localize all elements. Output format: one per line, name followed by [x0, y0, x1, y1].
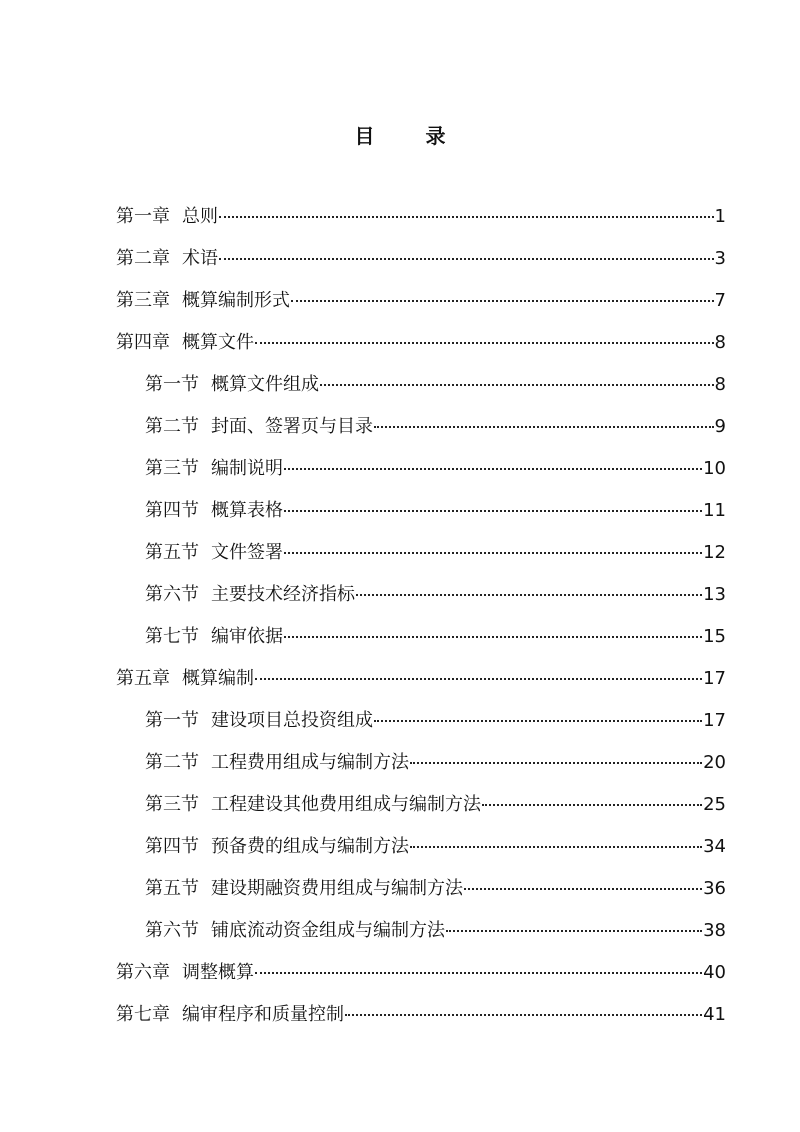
toc-dot-leader	[255, 678, 702, 680]
toc-entry-title: 概算文件	[182, 332, 254, 353]
toc-entry-title: 工程费用组成与编制方法	[211, 752, 409, 773]
toc-entry-page-number: 41	[703, 1004, 726, 1025]
toc-entry-page-number: 9	[714, 416, 726, 437]
toc-entry-number: 第一章	[116, 206, 170, 227]
toc-dot-leader	[291, 300, 714, 302]
toc-dot-leader	[374, 720, 702, 722]
toc-dot-leader	[356, 594, 702, 596]
toc-entry-page-number: 40	[703, 962, 726, 983]
toc-dot-leader	[255, 972, 702, 974]
toc-entry-number: 第一节	[145, 710, 199, 731]
toc-entry-title: 编审依据	[211, 626, 283, 647]
toc-entry-number: 第六节	[145, 920, 199, 941]
toc-entry-page-number: 15	[703, 626, 726, 647]
toc-section-entry[interactable]	[0, 742, 800, 784]
toc-entry-title: 主要技术经济指标	[211, 584, 355, 605]
toc-entry-number: 第二节	[145, 416, 199, 437]
toc-entry-page-number: 1	[714, 206, 726, 227]
toc-entry-page-number: 12	[703, 542, 726, 563]
toc-entry-page-number: 36	[703, 878, 726, 899]
toc-entry-page-number: 7	[714, 290, 726, 311]
toc-entry-title: 总则	[182, 206, 218, 227]
toc-dot-leader	[284, 468, 702, 470]
toc-entry-number: 第四节	[145, 500, 199, 521]
toc-entry-title: 概算编制	[182, 668, 254, 689]
toc-entry-title: 编制说明	[211, 458, 283, 479]
toc-section-entry[interactable]	[0, 826, 800, 868]
toc-chapter-entry[interactable]	[0, 658, 800, 700]
toc-entry-title: 概算表格	[211, 500, 283, 521]
toc-section-entry[interactable]	[0, 868, 800, 910]
toc-section-entry[interactable]	[0, 490, 800, 532]
toc-entry-title: 编审程序和质量控制	[182, 1004, 344, 1025]
toc-entry-title: 概算文件组成	[211, 374, 319, 395]
toc-entry-title: 建设期融资费用组成与编制方法	[211, 878, 463, 899]
toc-dot-leader	[320, 384, 714, 386]
toc-dot-leader	[284, 636, 702, 638]
toc-entry-page-number: 13	[703, 584, 726, 605]
toc-entry-title: 术语	[182, 248, 218, 269]
toc-entry-page-number: 17	[703, 710, 726, 731]
toc-section-entry[interactable]	[0, 448, 800, 490]
toc-section-entry[interactable]	[0, 406, 800, 448]
toc-entry-number: 第五节	[145, 542, 199, 563]
toc-entry-number: 第一节	[145, 374, 199, 395]
toc-entry-number: 第六章	[116, 962, 170, 983]
toc-dot-leader	[255, 342, 714, 344]
toc-dot-leader	[464, 888, 702, 890]
toc-entry-title: 调整概算	[182, 962, 254, 983]
toc-chapter-entry[interactable]	[0, 238, 800, 280]
toc-entry-title: 封面、签署页与目录	[211, 416, 373, 437]
toc-entry-number: 第三节	[145, 794, 199, 815]
toc-entry-number: 第六节	[145, 584, 199, 605]
toc-entry-number: 第二节	[145, 752, 199, 773]
toc-chapter-entry[interactable]	[0, 196, 800, 238]
toc-chapter-entry[interactable]	[0, 952, 800, 994]
toc-entry-number: 第七节	[145, 626, 199, 647]
toc-entry-title: 建设项目总投资组成	[211, 710, 373, 731]
toc-section-entry[interactable]	[0, 784, 800, 826]
toc-chapter-entry[interactable]	[0, 322, 800, 364]
toc-dot-leader	[284, 552, 702, 554]
toc-entry-title: 预备费的组成与编制方法	[211, 836, 409, 857]
toc-entry-number: 第五章	[116, 668, 170, 689]
toc-dot-leader	[374, 426, 714, 428]
toc-entry-page-number: 20	[703, 752, 726, 773]
toc-dot-leader	[345, 1014, 702, 1016]
toc-entry-page-number: 8	[714, 332, 726, 353]
toc-entry-page-number: 34	[703, 836, 726, 857]
toc-entry-number: 第三节	[145, 458, 199, 479]
toc-entry-title: 概算编制形式	[182, 290, 290, 311]
toc-entry-number: 第五节	[145, 878, 199, 899]
toc-entry-title: 工程建设其他费用组成与编制方法	[211, 794, 481, 815]
toc-dot-leader	[410, 846, 702, 848]
toc-section-entry[interactable]	[0, 532, 800, 574]
toc-entry-page-number: 11	[703, 500, 726, 521]
toc-entry-page-number: 17	[703, 668, 726, 689]
toc-section-entry[interactable]	[0, 700, 800, 742]
toc-section-entry[interactable]	[0, 364, 800, 406]
toc-entry-number: 第四节	[145, 836, 199, 857]
toc-chapter-entry[interactable]	[0, 280, 800, 322]
toc-entry-title: 文件签署	[211, 542, 283, 563]
toc-section-entry[interactable]	[0, 910, 800, 952]
toc-entry-title: 铺底流动资金组成与编制方法	[211, 920, 445, 941]
toc-section-entry[interactable]	[0, 616, 800, 658]
toc-entry-page-number: 38	[703, 920, 726, 941]
toc-entry-number: 第三章	[116, 290, 170, 311]
toc-entry-page-number: 8	[714, 374, 726, 395]
toc-dot-leader	[446, 930, 702, 932]
toc-entry-page-number: 3	[714, 248, 726, 269]
table-of-contents	[0, 196, 800, 1036]
toc-entry-page-number: 10	[703, 458, 726, 479]
toc-entry-page-number: 25	[703, 794, 726, 815]
toc-entry-number: 第二章	[116, 248, 170, 269]
toc-title: 目 录	[354, 124, 468, 148]
toc-dot-leader	[482, 804, 702, 806]
toc-dot-leader	[219, 258, 714, 260]
toc-section-entry[interactable]	[0, 574, 800, 616]
toc-dot-leader	[284, 510, 702, 512]
toc-dot-leader	[410, 762, 702, 764]
toc-entry-number: 第四章	[116, 332, 170, 353]
toc-dot-leader	[219, 216, 714, 218]
toc-chapter-entry[interactable]	[0, 994, 800, 1036]
toc-entry-number: 第七章	[116, 1004, 170, 1025]
